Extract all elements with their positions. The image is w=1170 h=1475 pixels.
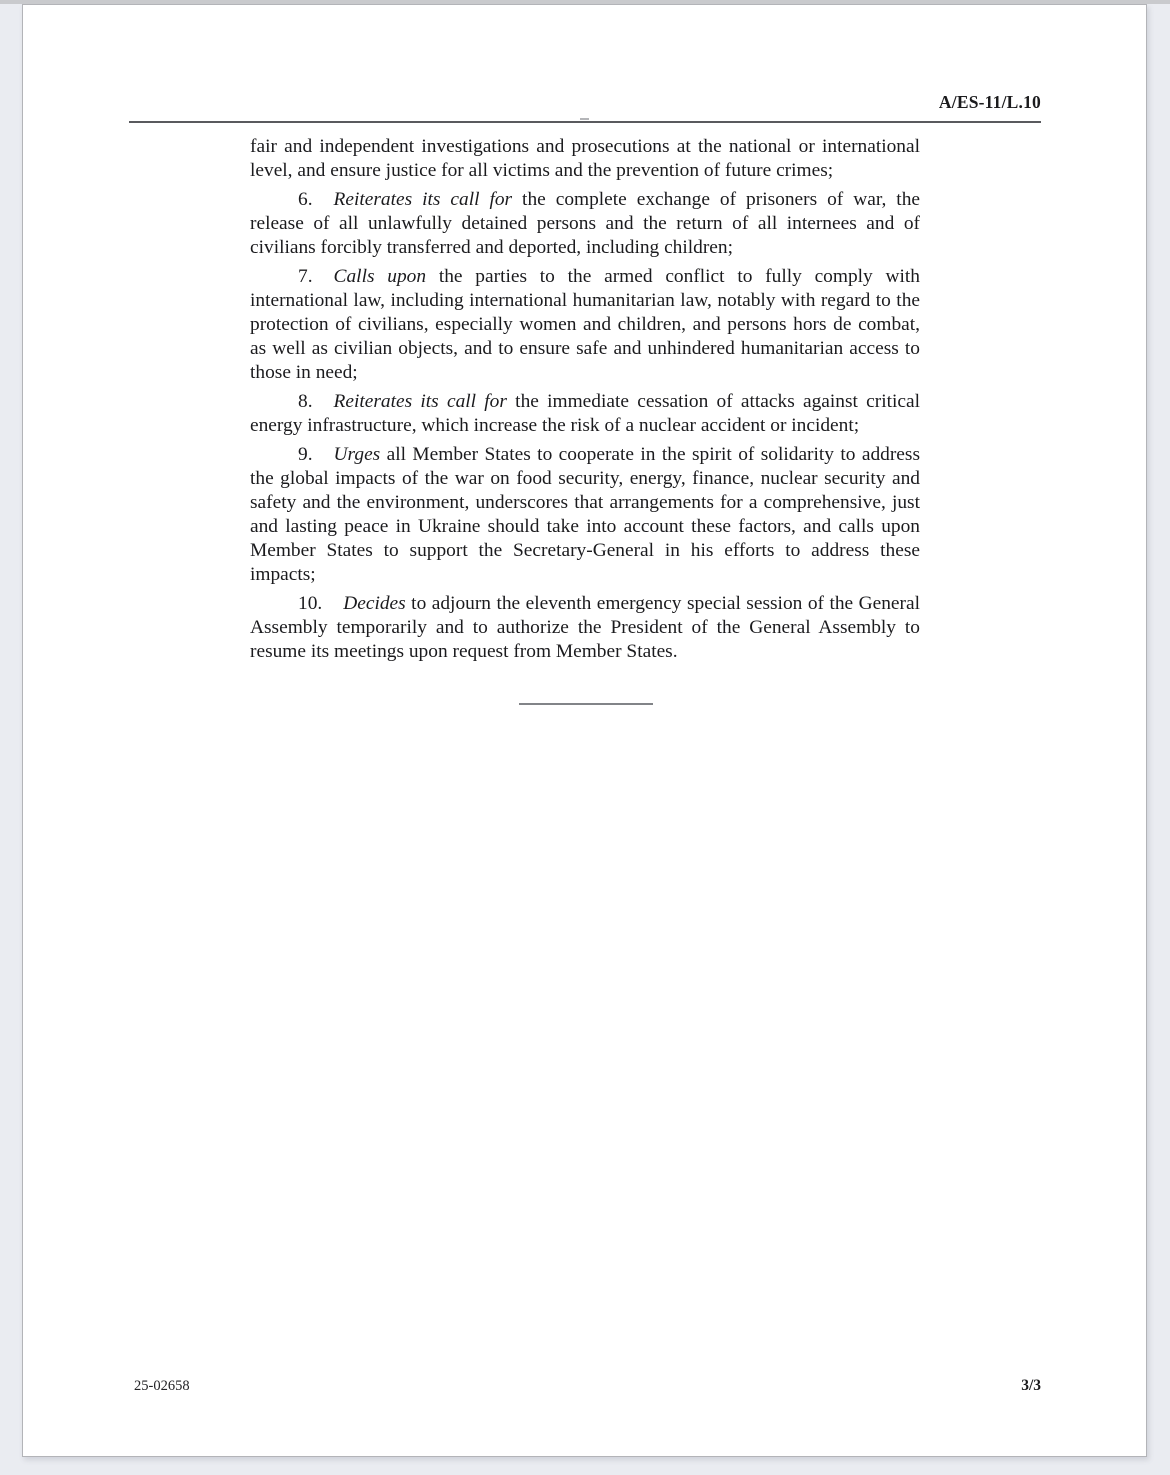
document-body (250, 135, 920, 669)
paragraph-number: 6. (298, 189, 313, 210)
paragraph-text: fair and independent investigations and prosecutions at the national or international level, and ensure justice for all victims and the prevention of future crimes; (250, 136, 920, 181)
paragraph-number: 10. (298, 593, 323, 614)
paragraph-6 (250, 188, 920, 260)
paragraph-8 (250, 390, 920, 438)
paragraph-text: to adjourn the eleventh emergency special session of the General Assembly temporarily and to authorize the President of the General Assembly to resume its meetings upon request from Member States. (250, 593, 920, 662)
paragraph-text: the parties to the armed conflict to fully comply with international law, including international humanitarian law, notably with regard to the protection of civilians, especially women and children, and persons hors de combat, as well as civilian objects, and to ensure safe and unhindered humanitarian access to those in need; (250, 266, 920, 383)
scan-artifact-mark (580, 118, 589, 120)
paragraph-lead-italic: Calls upon (333, 266, 427, 287)
paragraph-number: 8. (298, 391, 313, 412)
page-number: 3/3 (1021, 1377, 1041, 1394)
paragraph-text: the complete exchange of prisoners of war, the release of all unlawfully detained persons and the return of all internees and of civilians forcibly transferred and deported, including children; (250, 189, 921, 258)
end-of-document-rule (519, 703, 653, 705)
paragraph-9 (250, 443, 920, 587)
paragraph-lead-italic: Reiterates its call for (333, 391, 507, 412)
paragraph-number: 9. (298, 444, 313, 465)
paragraph-10 (250, 592, 920, 664)
paragraph-lead-italic: Urges (333, 444, 381, 465)
viewer-top-edge (0, 0, 1170, 4)
paragraph-continuation (250, 135, 920, 183)
paragraph-lead-italic: Decides (343, 593, 406, 614)
header-rule (129, 121, 1041, 123)
paragraph-lead-italic: Reiterates its call for (333, 189, 513, 210)
paragraph-text: all Member States to cooperate in the spirit of solidarity to address the global impacts of the war on food security, energy, finance, nuclear security and safety and the environment, underscores that arrangements for a comprehensive, just and lasting peace in Ukraine should take into account these factors, and calls upon Member States to support the Secretary-General in his efforts to address these impacts; (250, 444, 920, 585)
paragraph-7 (250, 265, 920, 385)
paragraph-number: 7. (298, 266, 313, 287)
document-number: 25-02658 (134, 1378, 190, 1394)
document-symbol: A/ES-11/L.10 (938, 92, 1041, 112)
document-page (22, 4, 1147, 1457)
paragraph-text: the immediate cessation of attacks against critical energy infrastructure, which increase the risk of a nuclear accident or incident; (250, 391, 921, 436)
